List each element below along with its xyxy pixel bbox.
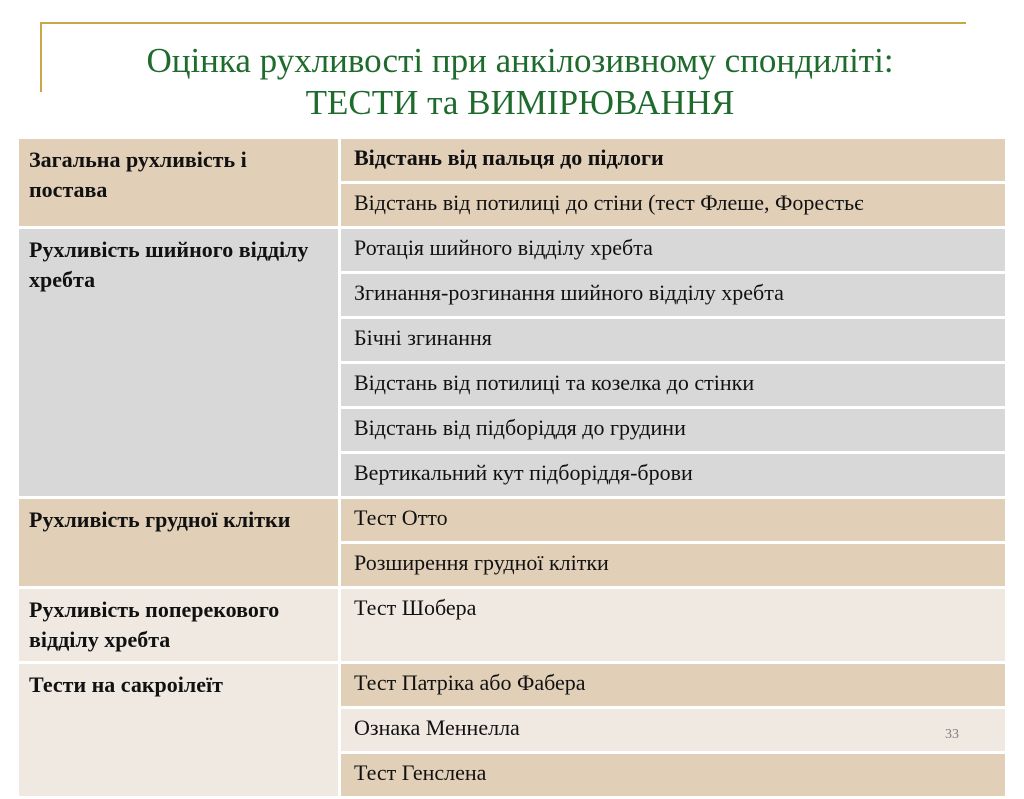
test-item: Тест Отто [341,499,1005,544]
test-item: Ротація шийного відділу хребта [341,229,1005,274]
test-item: Тест Генслена [341,754,1005,799]
test-item: Згинання-розгинання шийного відділу хребта [341,274,1005,319]
test-item: Ознака Меннелла [341,709,1005,754]
page-number: 33 [945,727,959,742]
category-chest-mobility: Рухливість грудної клітки [19,499,341,589]
category-cervical-spine: Рухливість шийного відділу хребта [19,229,341,499]
test-item: Тест Шобера [341,589,1005,664]
test-item: Відстань від пальця до підлоги [341,139,1005,184]
title-frame-left-line [40,22,42,92]
slide-title-line-1: Оцінка рухливості при анкілозивному спондиліті: [146,41,894,80]
test-item: Відстань від потилиці та козелка до стінки [341,364,1005,409]
test-item: Вертикальний кут підборіддя-брови [341,454,1005,499]
category-lumbar-spine: Рухливість поперекового відділу хребта [19,589,341,664]
test-item: Тест Патріка або Фабера [341,664,1005,709]
tests-table [19,139,1005,799]
test-item: Відстань від підборіддя до грудини [341,409,1005,454]
title-frame-top-line [42,22,966,24]
table-row [19,589,1005,664]
test-item: Відстань від потилиці до стіни (тест Флеше, Форестьє [341,184,1005,229]
slide-title [60,40,980,124]
category-sacroiliitis: Тести на сакроілеїт [19,664,341,799]
category-general-mobility: Загальна рухливість і постава [19,139,341,229]
table-row [19,499,1005,544]
table-row [19,139,1005,184]
table-row [19,229,1005,274]
test-item: Розширення грудної клітки [341,544,1005,589]
test-item: Бічні згинання [341,319,1005,364]
slide-title-line-2: ТЕСТИ та ВИМІРЮВАННЯ [305,83,735,122]
table-row [19,664,1005,709]
